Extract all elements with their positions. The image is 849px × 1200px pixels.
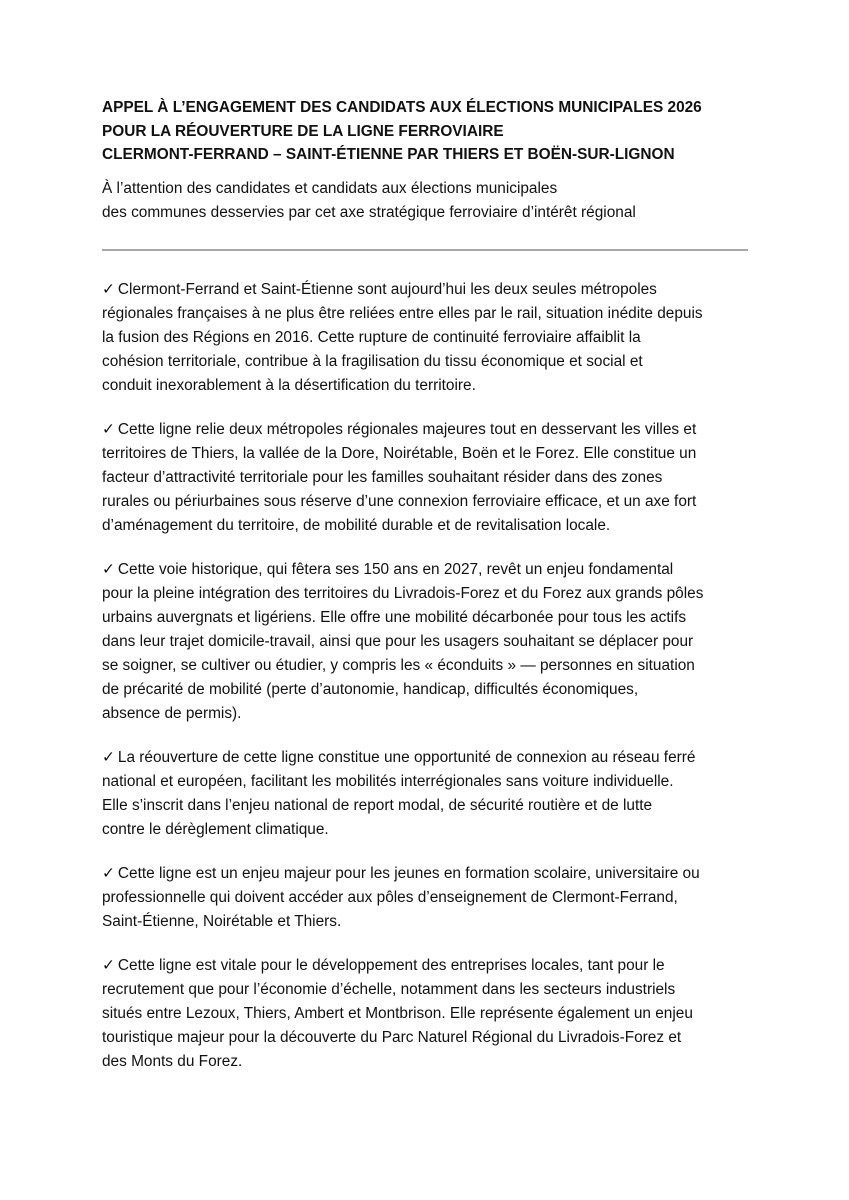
- point-line: rurales ou périurbaines sous réserve d’une connexion ferroviaire efficace, et un axe fort: [102, 492, 697, 510]
- point-line: [102, 277, 750, 302]
- title-line-1: APPEL À L’ENGAGEMENT DES CANDIDATS AUX ÉLECTIONS MUNICIPALES 2026: [102, 99, 702, 116]
- point-line: Elle s’inscrit dans l’enjeu national de report modal, de sécurité routière et de lutte: [102, 796, 653, 814]
- point-line: [102, 745, 750, 770]
- document-page: [102, 96, 750, 1093]
- point-line: se soigner, se cultiver ou étudier, y compris les « éconduits » — personnes en situation: [102, 656, 695, 674]
- point-line: d’aménagement du territoire, de mobilité durable et de revitalisation locale.: [102, 516, 611, 534]
- subtitle-line-1: À l’attention des candidates et candidats aux élections municipales: [102, 179, 558, 197]
- point-line: facteur d’attractivité territoriale pour les familles souhaitant résider dans des zones: [102, 468, 663, 486]
- point-line: [102, 953, 750, 978]
- point-line: recrutement que pour l’économie d’échelle, notamment dans les secteurs industriels: [102, 980, 676, 998]
- point-text: Cette voie historique, qui fêtera ses 150 ans en 2027, revêt un enjeu fondamental: [117, 560, 674, 578]
- point-line: Saint-Étienne, Noirétable et Thiers.: [102, 912, 342, 930]
- section-divider: [102, 249, 748, 251]
- point-line: urbains auvergnats et ligériens. Elle offre une mobilité décarbonée pour tous les actifs: [102, 608, 687, 626]
- point-line: touristique majeur pour la découverte du Parc Naturel Régional du Livradois-Forez et: [102, 1028, 682, 1046]
- points-list: [102, 277, 750, 1074]
- point-line: situés entre Lezoux, Thiers, Ambert et Montbrison. Elle représente également un enjeu: [102, 1004, 693, 1022]
- checkmark-icon: ✓: [102, 863, 115, 882]
- point-line: régionales françaises à ne plus être reliées entre elles par le rail, situation inédite depuis: [102, 304, 703, 322]
- checkmark-icon: ✓: [102, 419, 115, 438]
- point-text: Cette ligne est un enjeu majeur pour les jeunes en formation scolaire, universitaire ou: [117, 864, 700, 882]
- list-item: [102, 417, 750, 538]
- title-line-3: CLERMONT-FERRAND – SAINT-ÉTIENNE PAR THIERS ET BOËN-SUR-LIGNON: [102, 146, 675, 163]
- point-line: national et européen, facilitant les mobilités interrégionales sans voiture individuelle.: [102, 772, 674, 790]
- point-line: dans leur trajet domicile-travail, ainsi que pour les usagers souhaitant se déplacer pour: [102, 632, 694, 650]
- document-subtitle: [102, 177, 750, 225]
- document-title: [102, 96, 750, 167]
- point-line: territoires de Thiers, la vallée de la Dore, Noirétable, Boën et le Forez. Elle constitue un: [102, 444, 697, 462]
- point-text: Cette ligne relie deux métropoles régionales majeures tout en desservant les villes et: [117, 420, 697, 438]
- point-line: la fusion des Régions en 2016. Cette rupture de continuité ferroviaire affaiblit la: [102, 328, 641, 346]
- list-item: [102, 557, 750, 726]
- subtitle-line-2: des communes desservies par cet axe stratégique ferroviaire d’intérêt régional: [102, 203, 636, 221]
- point-line: [102, 417, 750, 442]
- point-line: [102, 557, 750, 582]
- point-line: [102, 861, 750, 886]
- point-line: absence de permis).: [102, 704, 242, 722]
- title-line-2: POUR LA RÉOUVERTURE DE LA LIGNE FERROVIAIRE: [102, 122, 504, 140]
- checkmark-icon: ✓: [102, 279, 115, 298]
- point-text: Cette ligne est vitale pour le développement des entreprises locales, tant pour le: [117, 956, 665, 974]
- list-item: [102, 953, 750, 1074]
- list-item: [102, 277, 750, 398]
- point-line: contre le dérèglement climatique.: [102, 820, 329, 838]
- checkmark-icon: ✓: [102, 955, 115, 974]
- point-line: cohésion territoriale, contribue à la fragilisation du tissu économique et social et: [102, 352, 643, 370]
- list-item: [102, 745, 750, 842]
- point-text: La réouverture de cette ligne constitue une opportunité de connexion au réseau ferré: [117, 748, 696, 766]
- point-line: pour la pleine intégration des territoires du Livradois-Forez et du Forez aux grands pôles: [102, 584, 704, 602]
- list-item: [102, 861, 750, 934]
- checkmark-icon: ✓: [102, 747, 115, 766]
- point-line: des Monts du Forez.: [102, 1052, 243, 1070]
- point-line: professionnelle qui doivent accéder aux pôles d’enseignement de Clermont-Ferrand,: [102, 888, 678, 906]
- point-text: Clermont-Ferrand et Saint-Étienne sont aujourd’hui les deux seules métropoles: [117, 280, 657, 298]
- checkmark-icon: ✓: [102, 559, 115, 578]
- point-line: conduit inexorablement à la désertification du territoire.: [102, 376, 476, 394]
- point-line: de précarité de mobilité (perte d’autonomie, handicap, difficultés économiques,: [102, 680, 639, 698]
